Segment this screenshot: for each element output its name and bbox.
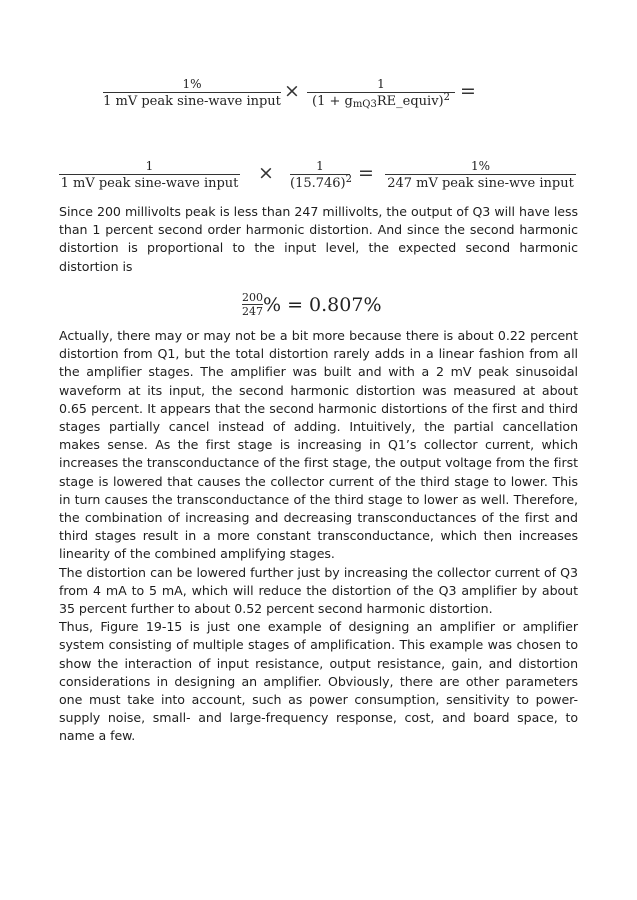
exponent: 2 <box>443 92 450 103</box>
eq1-fraction-a <box>103 76 281 111</box>
eq2-fraction-a-denominator: 1 mV peak sine-wave input <box>60 176 239 191</box>
eq2-fraction-c-numerator: 1% <box>470 159 491 173</box>
eq1-fraction-a-numerator: 1% <box>182 77 202 91</box>
denominator-open: (1 + g <box>312 94 353 109</box>
eq2-fraction-b <box>290 158 353 193</box>
eq2-times-sign: × <box>258 162 274 184</box>
paragraph-1-text: Since 200 millivolts peak is less than 247 millivolts, the output of Q3 will have less than 1 percent second order harmonic distortion. And since the second harmonic distortion is proportional to the input level, the expected second harmonic distortion is <box>59 204 578 274</box>
result-denominator: 247 <box>242 305 263 318</box>
result-fraction <box>242 291 263 319</box>
eq2-fraction-b-denominator <box>290 174 353 193</box>
eq1-fraction-b-numerator: 1 <box>377 77 385 91</box>
exponent: 2 <box>345 174 353 185</box>
eq2-fraction-b-numerator: 1 <box>316 159 324 173</box>
eq1-fraction-b <box>307 76 455 111</box>
eq1-equals-sign: = <box>460 80 476 102</box>
eq2-equals-sign: = <box>358 162 374 184</box>
paragraph-distortion-lowered: The distortion can be lowered further just by increasing the collector current of Q3 from 4 mA to 5 mA, which will reduce the distortion of the Q3 amplifier by about 35 percent further to about 0.52 percent second harmonic distortion. <box>59 564 578 617</box>
eq2-fraction-a-numerator: 1 <box>145 159 154 173</box>
eq1-fraction-a-denominator: 1 mV peak sine-wave input <box>103 94 281 109</box>
eq2-fraction-c-denominator: 247 mV peak sine-wve input <box>387 176 574 191</box>
denominator-mid: RE_equiv) <box>376 94 444 109</box>
result-numerator: 200 <box>242 291 263 304</box>
distortion-result-equation <box>242 291 382 331</box>
eq1-fraction-b-denominator <box>307 93 455 111</box>
paragraph-actually: Actually, there may or may not be a bit more because there is about 0.22 percent distortion from Q1, but the total distortion rarely adds in a linear fashion from all the amplifier stages. The amplifier was built and with a 2 mV peak sinusoidal waveform at its input, the second harmonic distortion was measured at about 0.65 percent. It appears that the second harmonic distortions of the first and third stages partially cancel instead of adding. Intuitively, the partial cancellation makes sense. As the first stage is increasing in Q1’s collector current, which increases the transconductance of the first stage, the output voltage from the first stage is lowered that causes the collector current of the third stage to lower. This in turn causes the transconductance of the third stage to lower as well. Therefore, the combination of increasing and decreasing transconductances of the first and third stages result in a more constant transconductance, which then increases linearity of the combined amplifying stages. <box>59 328 578 562</box>
paragraph-since-200-millivolts <box>59 203 578 276</box>
eq2-fraction-a <box>59 158 240 193</box>
eq2-fraction-c <box>385 158 576 193</box>
eq1-times-sign: × <box>284 80 300 102</box>
transconductance-subscript: mQ3 <box>352 99 377 110</box>
body-text-block <box>59 327 578 746</box>
result-expression: % = 0.807% <box>263 294 382 316</box>
denominator-base: (15.746) <box>290 176 346 191</box>
paragraph-thus-figure: Thus, Figure 19-15 is just one example of designing an amplifier or amplifier system consisting of multiple stages of amplification. This example was chosen to show the interaction of input resistance, output resistance, gain, and distortion considerations in designing an amplifier. Obviously, there are other parameters one must take into account, such as power consumption, sensitivity to power-supply noise, small- and large-frequency response, cost, and board space, to name a few. <box>59 619 578 744</box>
